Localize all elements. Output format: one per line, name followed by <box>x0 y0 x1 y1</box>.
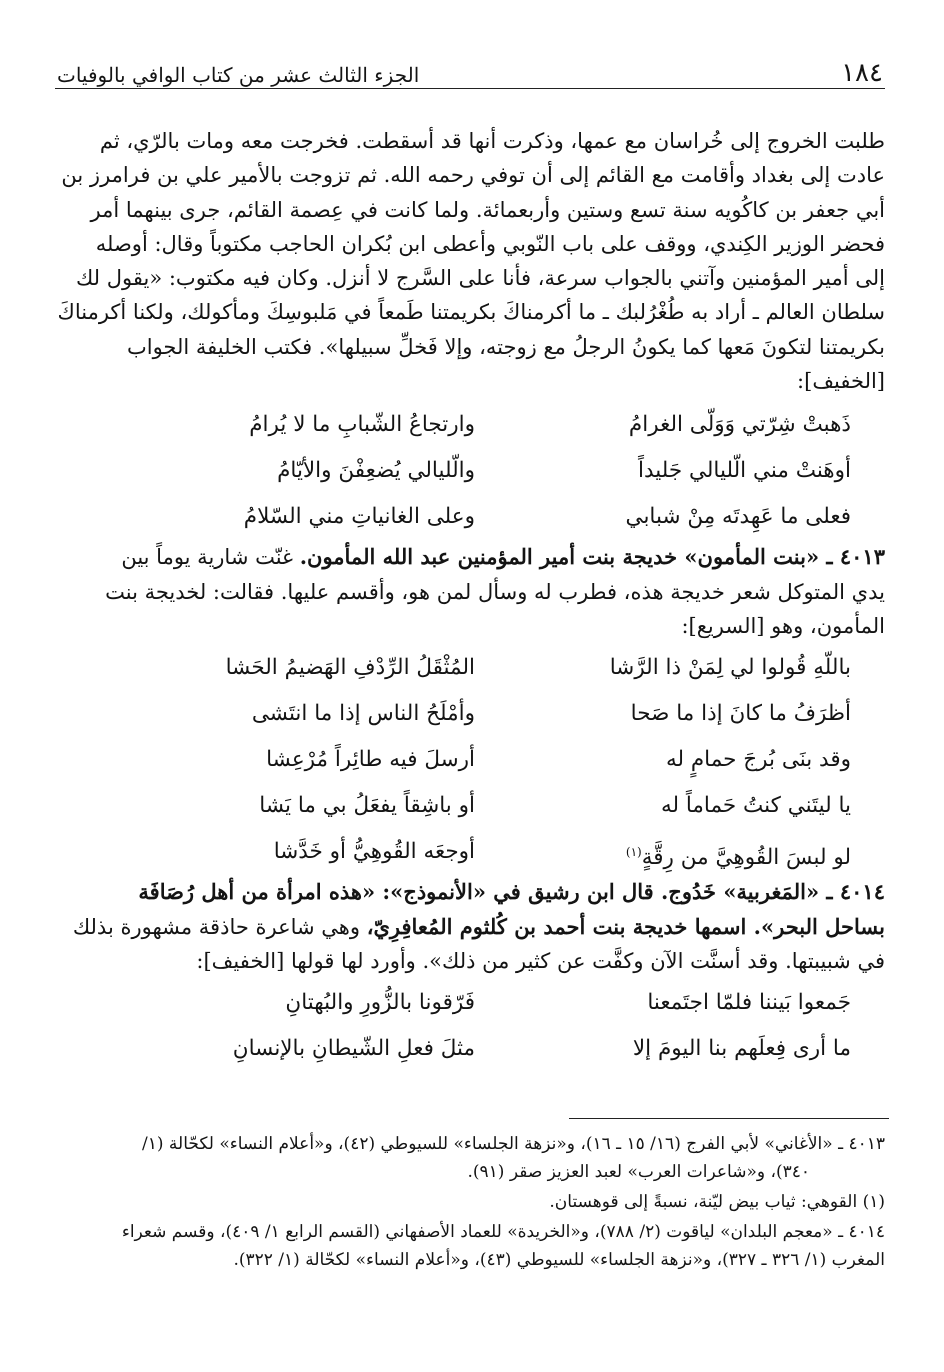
page-number: ١٨٤ <box>841 58 883 88</box>
verse-row <box>55 645 885 691</box>
text-line: في شبيبتها. وقد أسنَّت الآن وكفَّت عن كثير من ذلك». وأورد لها قولها [الخفيف]: <box>196 948 885 973</box>
entry-name: بساحل البحر». اسمها خديجة بنت أحمد بن كُلثوم المُعافِرِيّ، <box>366 913 885 939</box>
text-line: طلبت الخروج إلى خُراسان مع عمها، وذكرت أنها قد أسقطت. فخرجت معه ومات بالرّي، ثم <box>99 129 885 153</box>
entry-heading: ٤٠١٤ ـ «المَغربية» خَدُوج. قال ابن رشيق في «الأنموذج»: «هذه امرأة من أهل رُصَافَة <box>138 879 885 905</box>
intro-paragraph <box>55 124 885 398</box>
entry-heading-line <box>55 540 885 574</box>
hemistich-text: لو لبسَ القُوهِيَّ من رِقَّةٍ <box>641 845 851 871</box>
text-line: فحضر الوزير الكِندي، ووقف على باب النّوبي وأعطى ابن بُكران الحاجب مكتوباً وقال: أوصله <box>95 231 885 256</box>
verse-row <box>55 448 885 494</box>
second-hemistich: أو باشِقاً يفعَلُ بي ما يَشا <box>259 793 475 819</box>
running-title: الجزء الثالث عشر من كتاب الوافي بالوفيات <box>57 63 420 87</box>
entry-heading: ٤٠١٣ ـ «بنت المأمون» خديجة بنت أمير المؤمنين عبد الله المأمون. <box>299 544 885 570</box>
text-line: إلى أمير المؤمنين وآتني بالجواب سرعة، فأنا على السَّرج لا أنزل. وكان فيه مكتوب: «يقول لك <box>75 266 885 291</box>
first-hemistich: فعلى ما عَهِدتَه مِنْ شبابي <box>625 504 851 530</box>
second-hemistich: مثلَ فعلِ الشّيطانِ بالإنسانِ <box>232 1036 475 1062</box>
text-line: عادت إلى بغداد وأقامت مع القائم إلى أن توفي رحمه الله. ثم تزوجت بالأمير علي بن فرامرز بن <box>61 163 885 188</box>
verse-row <box>55 691 885 737</box>
footnote-line: ٣٤٠)، و«شاعرات العرب» لعبد العزيز صقر (٩١). <box>467 1162 810 1182</box>
second-hemistich: أوجعَه القُوهِيُّ أو خَدَّشا <box>273 839 475 865</box>
entry-4014 <box>55 875 885 978</box>
second-hemistich: وعلى الغانياتِ مني السّلامُ <box>243 504 475 530</box>
first-hemistich <box>486 829 885 875</box>
second-hemistich: أرسلَ فيه طائِراً مُرْعِشا <box>266 747 475 773</box>
text-line: [الخفيف]: <box>797 369 885 394</box>
verse-row <box>55 737 885 783</box>
second-hemistich: فَرّقونا بالزُّورِ والبُهتانِ <box>285 990 475 1016</box>
second-hemistich: المُثْقَلُ الرِّدْفِ الهَضيمُ الحَشا <box>225 655 475 681</box>
footnotes <box>55 1130 885 1274</box>
first-hemistich: يا ليتَني كنتُ حَماماً له <box>660 793 851 819</box>
page-header <box>55 48 885 89</box>
text-line: أبي جعفر بن كاكُويه سنة تسع وستين وأربعمائة. ولما كانت في عِصمة القائم، جرى بينهما أمر <box>90 197 885 222</box>
poem-khalifa <box>55 402 885 540</box>
first-hemistich: ذَهبتْ شِرّتي وَوَلّى الغرامُ <box>628 412 851 438</box>
text-line: سلطان العالم ـ أراد به طُغْرُلبك ـ ما أكرمناكَ بكريمتنا طَمعاً في مَلبوسِكَ ومأكولك، ولكنا أكرمناكَ <box>57 300 885 325</box>
verse-row <box>55 829 885 875</box>
entry-4013 <box>55 540 885 643</box>
entry-text: غنّت شارية يوماً بين <box>121 545 300 570</box>
page-body <box>55 124 885 1072</box>
first-hemistich: جَمعوا بَيننا فلمّا اجتَمعنا <box>647 990 851 1016</box>
first-hemistich: وقد بنَى بُرجَ حمامٍ له <box>665 747 851 773</box>
footnote-marker: (١) <box>625 845 642 860</box>
verse-row <box>55 494 885 540</box>
text-line <box>55 910 885 944</box>
footnote-separator <box>569 1118 889 1119</box>
verse-row <box>55 402 885 448</box>
second-hemistich: وأمْلَحُ الناس إذا ما انتَشى <box>251 701 475 727</box>
first-hemistich: أظرَفُ ما كانَ إذا ما صَحا <box>630 701 851 727</box>
first-hemistich: أوهَنتْ مني الّليالي جَليداً <box>637 458 851 484</box>
text-line: يدي المتوكل شعر خديجة هذه، فطرب له وسأل لمن هو، وأقسم عليها. فقالت: لخديجة بنت <box>105 579 885 604</box>
verse-row <box>55 1026 885 1072</box>
text-line: بكريمتنا لتكونَ مَعها كما يكونُ الرجلُ مع زوجته، وإلا فَخلِّ سبيلها». فكتب الخليفة الجواب <box>126 334 885 359</box>
verse-row <box>55 783 885 829</box>
footnote-line: ٤٠١٤ ـ «معجم البلدان» لياقوت (٢/ ٧٨٨)، و«الخريدة» للعماد الأصفهاني (القسم الرابع ١/ ٤٠٩)، وقسم شعراء <box>121 1222 885 1242</box>
second-hemistich: والّليالي يُضعِفْنَ والأيّامُ <box>277 458 475 484</box>
first-hemistich: باللّهِ قُولوا لي لِمَنْ ذا الرَّشا <box>609 655 851 681</box>
first-hemistich: ما أرى فِعلَهم بنا اليومَ إلا <box>632 1036 851 1062</box>
footnote-line: المغرب (١/ ٣٢٦ ـ ٣٢٧)، و«نزهة الجلساء» للسيوطي (٤٣)، و«أعلام النساء» لكحّالة (١/ ٣٢٢). <box>233 1250 885 1270</box>
verse-row <box>55 980 885 1026</box>
text-line: المأمون، وهو [السريع]: <box>681 613 885 638</box>
poem-khaduj <box>55 980 885 1072</box>
entry-text: وهي شاعرة حاذقة مشهورة بذلك <box>72 914 367 939</box>
footnote-line: (١) القوهي: ثياب بيض ليّنة، نسبةً إلى قوهستان. <box>549 1192 885 1212</box>
poem-khadija <box>55 645 885 875</box>
second-hemistich: وارتجاعُ الشّبابِ ما لا يُرامُ <box>249 412 475 438</box>
footnote-line: ٤٠١٣ ـ «الأغاني» لأبي الفرج (١٦/ ١٥ ـ ١٦)، و«نزهة الجلساء» للسيوطي (٤٢)، و«أعلام النساء» لكحّالة (١/ <box>142 1134 885 1154</box>
